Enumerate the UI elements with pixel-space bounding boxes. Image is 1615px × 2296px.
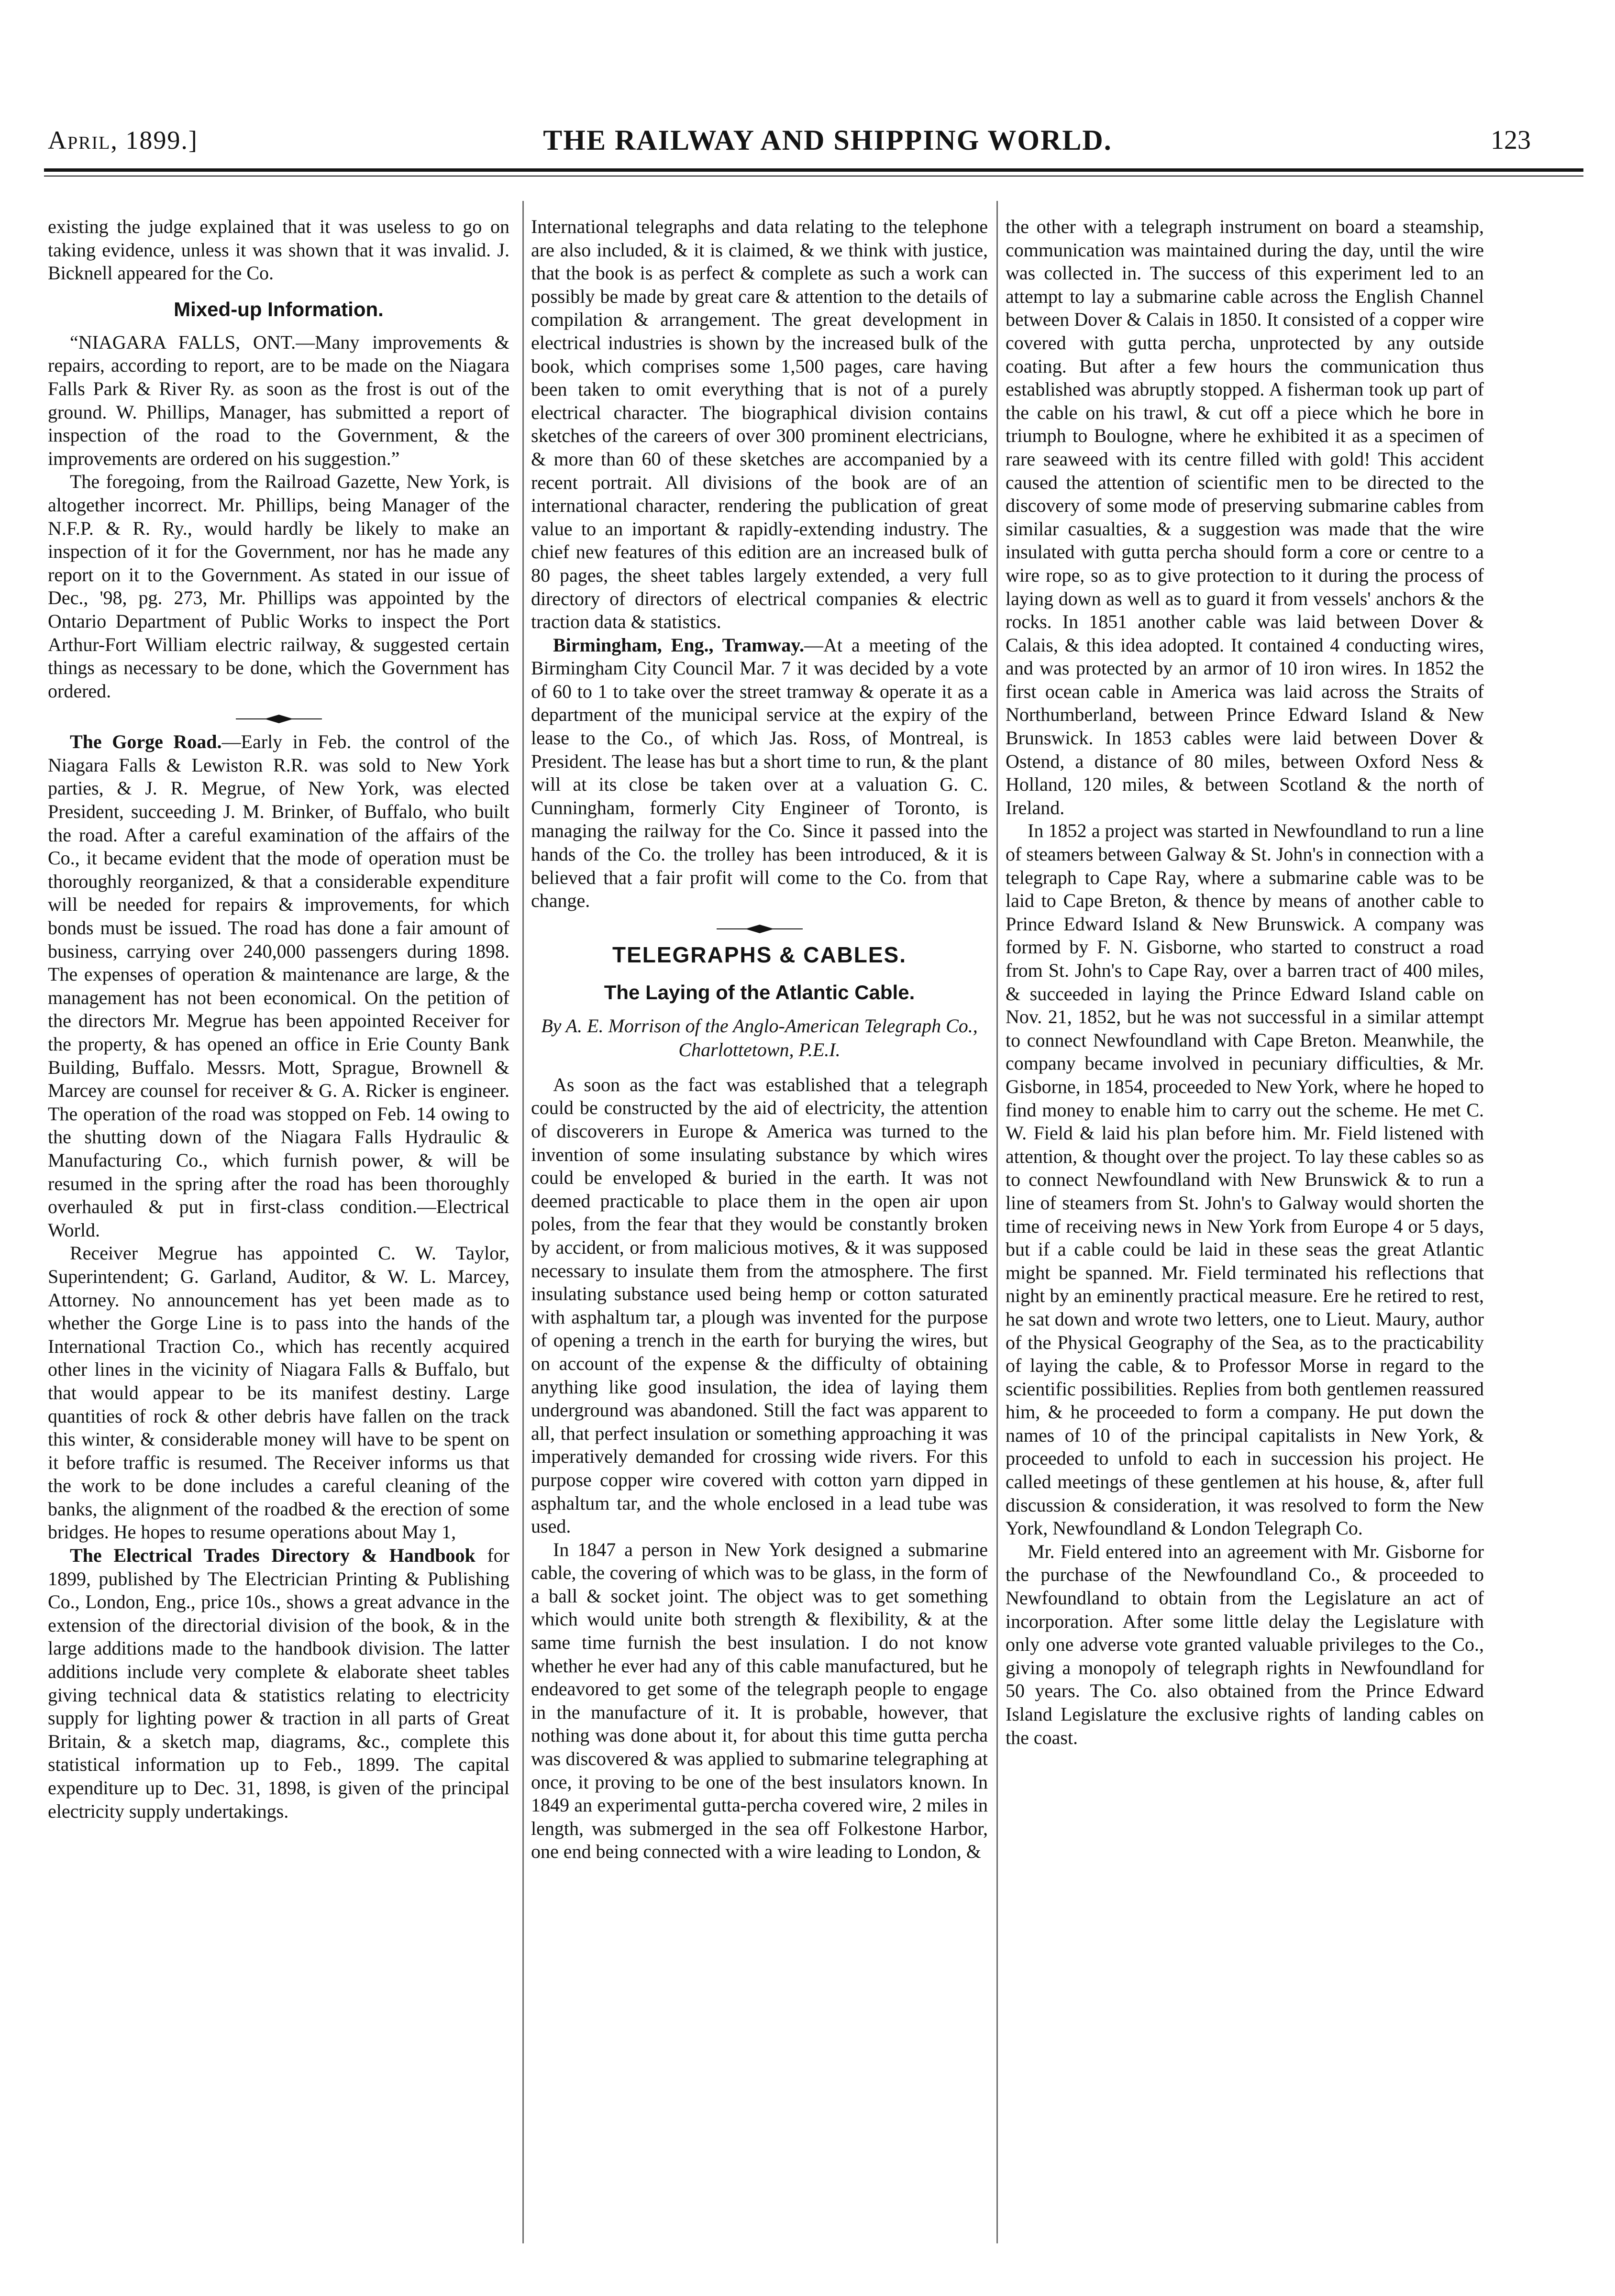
- gorge-road-text: —Early in Feb. the control of the Niagara Falls & Lewiston R.R. was sold to New York parties, & J. R. Megrue, of New York, was elected President, succeeding J. M. Brinker, of Buffalo, who built the road. After a careful examination of the affairs of the Co., it became evident that the mode of operation must be thoroughly reorganized, & that a considerable expenditure will be needed for repairs & improvements, for which bonds must be issued. The road has done a fair amount of business, carrying over 240,000 passengers during 1898. The expenses of operation & maintenance are large, & the management has not been economical. On the petition of the directors Mr. Megrue has been appointed Receiver for the property, & has opened an office in Erie County Bank Building, Buffalo. Messrs. Mott, Sprague, Brownell & Marcey are counsel for receiver & G. A. Ricker is engineer. The operation of the road was stopped on Feb. 14 owing to the shutting down of the Niagara Falls Hydraulic & Manufacturing Co., which furnish power, & will be resumed in the spring after the road has been thoroughly overhauled & put in first-class condition.—Electrical World.: [48, 731, 509, 1241]
- paragraph-niagara-quote: “NIAGARA FALLS, ONT.—Many improvements & repairs, according to report, are to be made on the Niagara Falls Park & River Ry. as soon as the frost is out of the ground. W. Phillips, Manager, has submitted a report of inspection of the road to the Government, & the improvements are ordered on his suggestion.”: [48, 331, 509, 469]
- birmingham-tramway-lead: Birmingham, Eng., Tramway.: [553, 634, 805, 656]
- gorge-road-lead: The Gorge Road.: [70, 731, 222, 753]
- header-rule-thin: [44, 176, 1583, 177]
- paragraph-electrical-trades-directory: [48, 1544, 509, 1823]
- paragraph-bicknell: existing the judge explained that it was useless to go on taking evidence, unless it was shown that it was invalid. J. Bicknell appeared for the Co.: [48, 216, 509, 284]
- paragraph-field-agreement: Mr. Field entered into an agreement with Mr. Gisborne for the purchase of the Newfoundland Co., & proceeded to Newfoundland to obtain from the Legislature an act of incorporation. After some little delay the Legislature with only one adverse vote granted valuable privileges to the Co., giving a monopoly of telegraph rights in Newfoundland for 50 years. The Co. also obtained from the Prince Edward Island Legislature the exclusive rights of landing cables on the coast.: [1006, 1540, 1484, 1748]
- electrical-trades-directory-lead: The Electrical Trades Directory & Handbook: [70, 1545, 476, 1567]
- paragraph-gorge-road: [48, 730, 509, 1242]
- column-3: [1006, 215, 1484, 2272]
- column-1: [48, 215, 509, 2272]
- heading-mixed-up-information: Mixed-up Information.: [174, 298, 384, 320]
- issue-date: April, 1899.]: [48, 126, 198, 155]
- paragraph-insulation: As soon as the fact was established that a telegraph could be constructed by the aid of electricity, the attention of discoverers in Europe & America was turned to the invention of some insulating substance by which wires could be enveloped & buried in the earth. It was not deemed practicable to place them in the open air upon poles, from the fear that they would be constantly broken by accident, or from malicious motives, & it was supposed necessary to insulate them from the atmosphere. The first insulating substance used being hemp or cotton saturated with asphaltum tar, a plough was invented for the purpose of opening a trench in the earth for burying the wires, but on account of the expense & the difficulty of obtaining anything like good insulation, the idea of laying them underground was abandoned. Still the fact was apparent to all, that perfect insulation or something approaching it was imperatively demanded for crossing wide rivers. For this purpose copper wire covered with cotton yarn dipped in asphaltum tar, and the whole enclosed in a lead tube was used.: [531, 1073, 988, 1537]
- article-heading-atlantic-cable: The Laying of the Atlantic Cable.: [604, 981, 915, 1004]
- header-rule-thick: [44, 168, 1583, 172]
- paragraph-foregoing: The foregoing, from the Railroad Gazette, New York, is altogether incorrect. Mr. Phillips, being Manager of the N.F.P. & R. Ry., would hardly be likely to make an inspection of it for the Government, nor has he made any report on it to the Government. As stated in our issue of Dec., '98, pg. 273, Mr. Phillips was appointed by the Ontario Department of Public Works to inspect the Port Arthur-Fort William electric railway, & suggested certain things as necessary to be done, which the Government has ordered.: [48, 471, 509, 702]
- paragraph-1847: In 1847 a person in New York designed a submarine cable, the covering of which was to be glass, in the form of a ball & socket joint. The object was to get something which would unite both strength & flexibility, & at the same time furnish the best insulation. I do not know whether he ever had any of this cable manufactured, but he endeavored to get some of the telegraph people to engage in the manufacture of it. It is probable, however, that nothing was done about it, for about this time gutta percha was discovered & was applied to submarine telegraphing at once, it proving to be one of the best insulators known. In 1849 an experimental gutta-percha covered wire, 2 miles in length, was submerged in the sea off Folkestone Harbor, one end being connected with a wire leading to London, &: [531, 1538, 988, 1863]
- column-divider-1: [522, 201, 524, 2243]
- article-byline: By A. E. Morrison of the Anglo-American Telegraph Co., Charlottetown, P.E.I.: [541, 1015, 978, 1060]
- column-divider-2: [996, 201, 998, 2243]
- paragraph-birmingham-tramway: [531, 634, 988, 913]
- paragraph-receiver: Receiver Megrue has appointed C. W. Taylor, Superintendent; G. Garland, Auditor, & W. L. Marcey, Attorney. No announcement has yet been made as to whether the Gorge Line is to pass into the hands of the International Traction Co., which has recently acquired other lines in the vicinity of Niagara Falls & Buffalo, but that would appear to be its manifest destiny. Large quantities of rock & other debris have fallen on the track this winter, & considerable money will have to be spent on it before traffic is resumed. The Receiver informs us that the work to be done includes a careful cleaning of the banks, the alignment of the roadbed & the erection of some bridges. He hopes to resume operations about May 1,: [48, 1242, 509, 1543]
- section-ornament: [717, 923, 803, 935]
- electrical-trades-directory-text: for 1899, published by The Electrician Printing & Publishing Co., London, Eng., price 10s., shows a great advance in the extension of the directorial division of the book, & in the large additions made to the handbook division. The latter additions include very complete & elaborate sheet tables giving technical data & statistics relating to electricity supply for lighting power & traction in all parts of Great Britain, & a sketch map, diagrams, &c., complete this statistical information up to Feb., 1899. The capital expenditure up to Dec. 31, 1898, is given of the principal electricity supply undertakings.: [48, 1545, 509, 1822]
- paragraph-1852-project: In 1852 a project was started in Newfoundland to run a line of steamers between Galway & St. John's in connection with a telegraph to Cape Ray, where a submarine cable was to be laid to Cape Breton, & thence by means of another cable to Prince Edward Island & New Brunswick. A company was formed by F. N. Gisborne, who started to construct a road from St. John's to Cape Ray, over a barren tract of 400 miles, & succeeded in laying the Prince Edward Island cable on Nov. 21, 1852, but he was not successful in a similar attempt to connect Newfoundland with Cape Breton. Meanwhile, the company became involved in pecuniary difficulties, & Mr. Gisborne, in 1854, proceeded to New York, where he hoped to find money to enable him to carry out the scheme. He met C. W. Field & laid his plan before him. Mr. Field listened with attention, & thought over the project. To lay these cables so as to connect Newfoundland with New Brunswick & to run a line of steamers from St. John's to Galway would shorten the time of receiving news in New York from Europe 4 or 5 days, but if a cable could be laid in these seas the great Atlantic might be spanned. Mr. Field terminated his reflections that night by an eminently practical measure. Ere he retired to rest, he sat down and wrote two letters, one to Lieut. Maury, author of the Physical Geography of the Sea, as to the practicability of laying the cable, & to Professor Morse in regard to the scientific possibilities. Replies from both gentlemen reassured him, & he proceeded to form a company. He put down the names of 10 of the principal capitalists in New York, & proceeded to unfold to each in succession his project. He called meetings of these gentlemen at his house, &, after full discussion & consideration, it was resolved to form the New York, Newfoundland & London Telegraph Co.: [1006, 820, 1484, 1539]
- paragraph-channel-cables: the other with a telegraph instrument on board a steamship, communication was maintained during the day, until the wire was collected in. The success of this experiment led to an attempt to lay a submarine cable across the English Channel between Dover & Calais in 1850. It consisted of a copper wire covered with gutta percha, unprotected by any outside coating. But after a few hours the communication thus established was abruptly stopped. A fisherman took up part of the cable on his trawl, & cut off a piece which he bore in triumph to Boulogne, where he exhibited it as a specimen of rare seaweed with its centre filled with gold! This accident caused the attention of scientific men to be directed to the discovery of some mode of preserving submarine cables from similar casualties, & a suggestion was made that the wire insulated with gutta percha should form a core or centre to a wire rope, so as to give protection to it during the process of laying down as well as to guard it from vessels' anchors & the rocks. In 1851 another cable was laid between Dover & Calais, & this idea adopted. It contained 4 conducting wires, and was protected by an armor of 10 iron wires. In 1852 the first ocean cable in America was laid across the Straits of Northumberland, between Prince Edward Island & New Brunswick. In 1853 cables were laid between Dover & Ostend, a distance of 80 miles, between Oxford Ness & Holland, 120 miles, & between Scotland & the north of Ireland.: [1006, 216, 1484, 818]
- section-ornament: [236, 713, 322, 725]
- masthead-title: THE RAILWAY AND SHIPPING WORLD.: [543, 124, 1112, 156]
- page-number: 123: [1491, 125, 1531, 155]
- paragraph-directory-continued: International telegraphs and data relating to the telephone are also included, & it is claimed, & we think with justice, that the book is as perfect & complete as such a work can possibly be made by great care & attention to the details of compilation & arrangement. The great development in electrical industries is shown by the increased bulk of the book, which comprises some 1,500 pages, care having been taken to omit everything that is not of a purely electrical character. The biographical division contains sketches of the careers of over 300 prominent electricians, & more than 60 of these sketches are accompanied by a recent portrait. All divisions of the book are of an international character, rendering the publication of great value to an important & rapidly-extending industry. The chief new features of this edition are an increased bulk of 80 pages, the sheet tables largely extended, a very full directory of directors of electrical companies & electric traction data & statistics.: [531, 216, 988, 633]
- column-2: [531, 215, 988, 2272]
- birmingham-tramway-text: —At a meeting of the Birmingham City Council Mar. 7 it was decided by a vote of 60 to 1 to take over the street tramway & operate it as a department of the municipal service at the expiry of the lease to the Co., of which Jas. Ross, of Montreal, is President. The lease has but a short time to run, & the plant will at its close be taken over at a valuation G. C. Cunningham, formerly City Engineer of Toronto, is managing the railway for the Co. Since it passed into the hands of the Co. the trolley has been introduced, & it is believed that a fair profit will come to the Co. from that change.: [531, 634, 988, 912]
- section-heading-telegraphs-cables: TELEGRAPHS & CABLES.: [612, 942, 907, 967]
